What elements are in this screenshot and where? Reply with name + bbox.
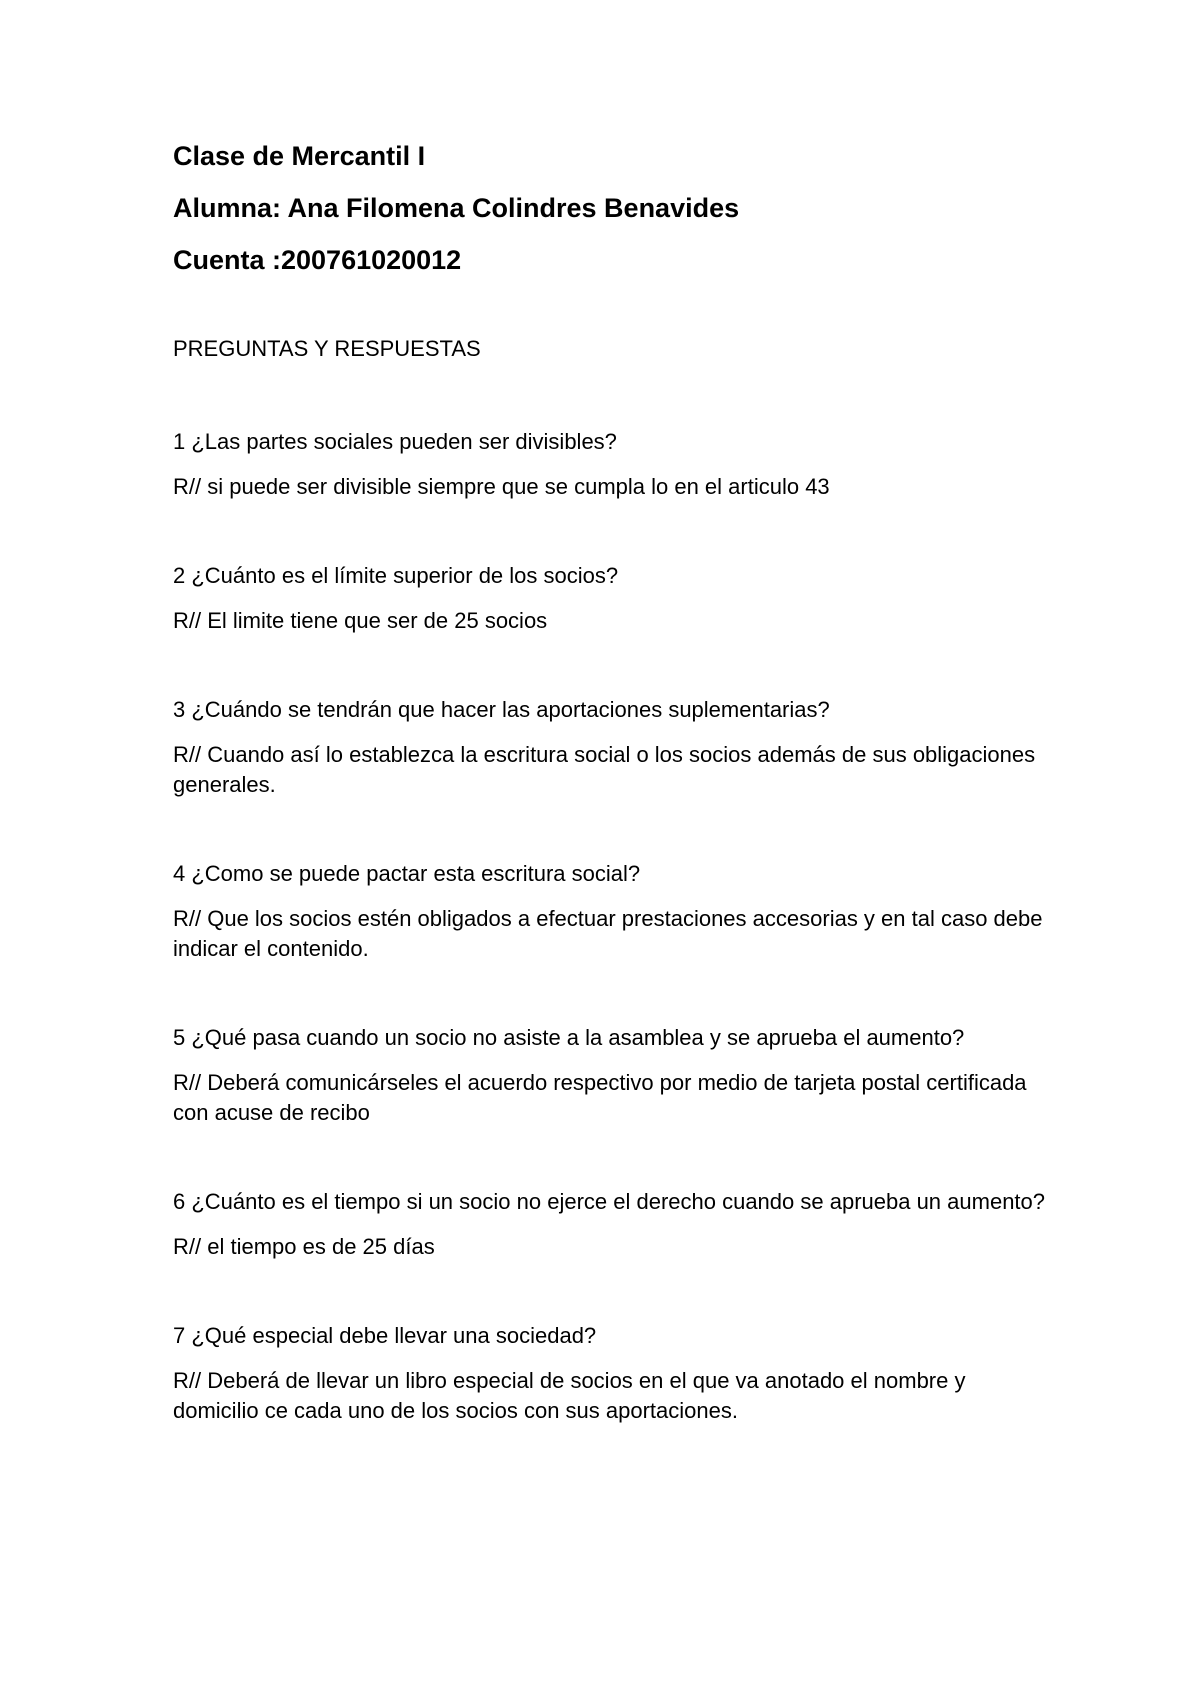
- qa-item: [173, 1187, 1053, 1262]
- document-page: [173, 138, 1053, 1426]
- answer: R// Cuando así lo establezca la escritura social o los socios además de sus obligaciones generales.: [173, 742, 1036, 797]
- question: 3 ¿Cuándo se tendrán que hacer las aportaciones suplementarias?: [173, 697, 830, 722]
- account-number: Cuenta :200761020012: [173, 245, 462, 275]
- qa-item: [173, 427, 1053, 502]
- qa-list: [173, 427, 1053, 1426]
- question: 4 ¿Como se puede pactar esta escritura social?: [173, 861, 641, 886]
- question: 7 ¿Qué especial debe llevar una sociedad?: [173, 1323, 597, 1348]
- answer: R// Que los socios estén obligados a efectuar prestaciones accesorias y en tal caso debe indicar el contenido.: [173, 906, 1043, 961]
- question: 5 ¿Qué pasa cuando un socio no asiste a la asamblea y se aprueba el aumento?: [173, 1025, 965, 1050]
- question: 1 ¿Las partes sociales pueden ser divisibles?: [173, 429, 617, 454]
- question: 2 ¿Cuánto es el límite superior de los socios?: [173, 563, 619, 588]
- answer: R// Deberá de llevar un libro especial de socios en el que va anotado el nombre y domicilio ce cada uno de los socios con sus aportaciones.: [173, 1368, 966, 1423]
- qa-item: [173, 695, 1053, 800]
- qa-item: [173, 561, 1053, 636]
- question: 6 ¿Cuánto es el tiempo si un socio no ejerce el derecho cuando se aprueba un aumento?: [173, 1189, 1046, 1214]
- course-title: Clase de Mercantil I: [173, 141, 426, 171]
- answer: R// El limite tiene que ser de 25 socios: [173, 608, 548, 633]
- qa-item: [173, 859, 1053, 964]
- student-name: Alumna: Ana Filomena Colindres Benavides: [173, 193, 740, 223]
- qa-item: [173, 1023, 1053, 1128]
- answer: R// si puede ser divisible siempre que se cumpla lo en el articulo 43: [173, 474, 830, 499]
- answer: R// Deberá comunicárseles el acuerdo respectivo por medio de tarjeta postal certificada con acuse de recibo: [173, 1070, 1027, 1125]
- qa-item: [173, 1321, 1053, 1426]
- answer: R// el tiempo es de 25 días: [173, 1234, 435, 1259]
- section-title: PREGUNTAS Y RESPUESTAS: [173, 336, 481, 361]
